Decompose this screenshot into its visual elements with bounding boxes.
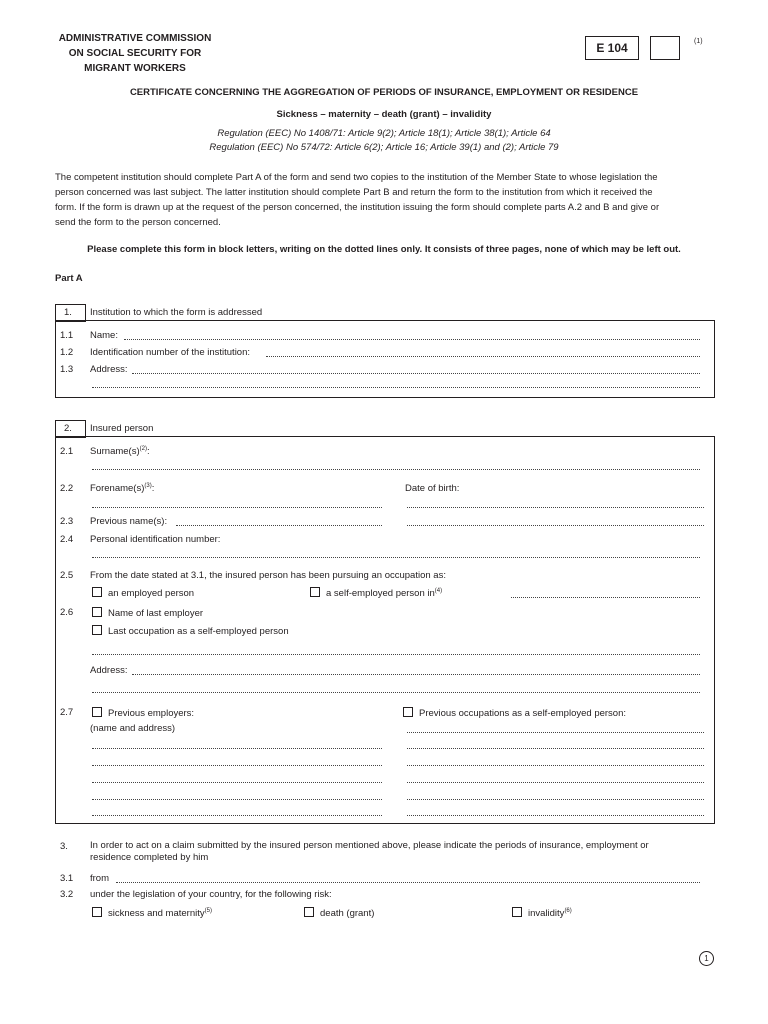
previous-employers-option[interactable]: Previous employers: xyxy=(92,707,194,719)
commission-heading xyxy=(40,31,230,76)
section-1-number: 1. xyxy=(64,307,72,318)
commission-line-1: ADMINISTRATIVE COMMISSION xyxy=(58,33,212,44)
intro-line: send the form to the person concerned. xyxy=(55,217,221,228)
employer-address-field-2[interactable] xyxy=(92,692,700,693)
previous-occupations-checkbox[interactable] xyxy=(403,707,413,717)
surname-label: $Surname(s)^{(2)}$: xyxy=(90,446,150,458)
invalidity-option[interactable]: invalidity$^{(6)}$ xyxy=(512,907,572,919)
institution-name-label: Name: xyxy=(90,330,118,341)
regulation-2: Regulation (EEC) No 574/72: Article 6(2); Article 16; Article 39(1) and (2); Article 79 xyxy=(209,142,559,153)
previous-occupations-field[interactable] xyxy=(407,782,704,783)
form-code: E 104 xyxy=(596,41,628,55)
footnote-1-ref: (1) xyxy=(694,38,703,45)
previous-employers-field[interactable] xyxy=(92,815,382,816)
section-1-title: Institution to which the form is addressed xyxy=(90,307,263,318)
item-number: 2.2 xyxy=(60,483,74,494)
previous-names-field-2[interactable] xyxy=(407,525,704,526)
date-of-birth-label: Date of birth: xyxy=(405,483,460,494)
previous-occupations-field[interactable] xyxy=(407,765,704,766)
section-3-text xyxy=(90,840,710,864)
pin-label: Personal identification number: xyxy=(90,534,221,545)
item-number: 2.5 xyxy=(60,570,74,581)
section-2-title: Insured person xyxy=(90,423,154,434)
previous-occupations-field[interactable] xyxy=(407,815,704,816)
commission-line-2: ON SOCIAL SECURITY FOR xyxy=(68,48,202,59)
institution-address-label: Address: xyxy=(90,364,128,375)
commission-line-3: MIGRANT WORKERS xyxy=(84,63,186,74)
page-number: 1 xyxy=(699,951,714,966)
intro-line: The competent institution should complete Part A of the form and send two copies to the institution of the Member State to whose legislation the xyxy=(55,172,658,183)
institution-name-field[interactable] xyxy=(124,339,700,340)
previous-employers-field[interactable] xyxy=(92,799,382,800)
sickness-option[interactable]: sickness and maternity$^{(5)}$ xyxy=(92,907,212,919)
employer-address-label: Address: xyxy=(90,665,128,676)
item-number: 1.3 xyxy=(60,364,74,375)
sickness-checkbox[interactable] xyxy=(92,907,102,917)
previous-occupations-field[interactable] xyxy=(407,748,704,749)
institution-id-label: Identification number of the institution: xyxy=(90,347,251,358)
institution-address-field[interactable] xyxy=(132,373,700,374)
page-subtitle: Sickness – maternity – death (grant) – invalidity xyxy=(276,109,492,120)
item-number: 2.3 xyxy=(60,516,74,527)
last-employer-checkbox[interactable] xyxy=(92,607,102,617)
regulation-1: Regulation (EEC) No 1408/71: Article 9(2); Article 18(1); Article 38(1); Article 64 xyxy=(217,128,551,139)
previous-employers-subtitle: (name and address) xyxy=(90,723,176,734)
previous-employers-field[interactable] xyxy=(92,782,382,783)
invalidity-checkbox[interactable] xyxy=(512,907,522,917)
section-3-text-line: In order to act on a claim submitted by the insured person mentioned above, please indicate the periods of insurance, employment or xyxy=(90,840,649,851)
section-3-number: 3. xyxy=(60,841,68,852)
previous-employers-checkbox[interactable] xyxy=(92,707,102,717)
self-employed-sector-field[interactable] xyxy=(511,597,700,598)
section-3-text-line: residence completed by him xyxy=(90,852,209,863)
self-employed-option[interactable]: a self-employed person $in^{(4)}$ xyxy=(310,587,442,599)
instruction-text: Please complete this form in block letters, writing on the dotted lines only. It consists of three pages, none of which may be left out. xyxy=(87,244,681,255)
page-title: CERTIFICATE CONCERNING THE AGGREGATION OF PERIODS OF INSURANCE, EMPLOYMENT OR RESIDENCE xyxy=(129,87,639,98)
surname-field[interactable] xyxy=(92,469,700,470)
item-number: 1.2 xyxy=(60,347,74,358)
last-occupation-option[interactable]: Last occupation as a self-employed person xyxy=(92,625,289,637)
employer-address-field[interactable] xyxy=(132,674,700,675)
risk-label: under the legislation of your country, for the following risk: xyxy=(90,889,332,900)
employed-checkbox[interactable] xyxy=(92,587,102,597)
previous-employers-field[interactable] xyxy=(92,748,382,749)
form-code-box xyxy=(585,36,639,60)
forename-field[interactable] xyxy=(92,507,382,508)
previous-occupations-option[interactable]: Previous occupations as a self-employed person: xyxy=(403,707,626,719)
intro-line: person concerned was last subject. The latter institution should complete Part B and return the form to the institution from which it received the xyxy=(55,187,653,198)
self-employed-checkbox[interactable] xyxy=(310,587,320,597)
pin-field[interactable] xyxy=(92,557,700,558)
item-number: 3.1 xyxy=(60,873,74,884)
item-number: 2.1 xyxy=(60,446,74,457)
occupation-label: From the date stated at 3.1, the insured person has been pursuing an occupation as: xyxy=(90,570,446,581)
item-number: 2.4 xyxy=(60,534,74,545)
death-grant-option[interactable]: death (grant) xyxy=(304,907,374,919)
previous-names-label: Previous name(s): xyxy=(90,516,168,527)
last-occupation-checkbox[interactable] xyxy=(92,625,102,635)
intro-paragraph xyxy=(55,170,720,230)
date-of-birth-field[interactable] xyxy=(407,507,704,508)
intro-line: form. If the form is drawn up at the request of the person concerned, the institution issuing the form should complete parts A.2 and B and give or xyxy=(55,202,660,213)
section-2-number: 2. xyxy=(64,423,72,434)
last-employer-field[interactable] xyxy=(92,654,700,655)
item-number: 2.7 xyxy=(60,707,74,718)
previous-occupations-field[interactable] xyxy=(407,732,704,733)
death-grant-checkbox[interactable] xyxy=(304,907,314,917)
employed-option[interactable]: an employed person xyxy=(92,587,194,599)
part-a-label: Part A xyxy=(55,273,83,284)
previous-employers-field[interactable] xyxy=(92,765,382,766)
item-number: 1.1 xyxy=(60,330,74,341)
forename-label: $Forename(s)^{(3)}$: xyxy=(90,483,155,495)
from-label: from xyxy=(90,873,109,884)
previous-names-field[interactable] xyxy=(176,525,382,526)
item-number: 2.6 xyxy=(60,607,74,618)
institution-address-field-2[interactable] xyxy=(92,387,700,388)
institution-id-field[interactable] xyxy=(266,356,700,357)
from-field[interactable] xyxy=(116,882,700,883)
country-code-box[interactable] xyxy=(650,36,680,60)
previous-occupations-field[interactable] xyxy=(407,799,704,800)
item-number: 3.2 xyxy=(60,889,74,900)
last-employer-option[interactable]: Name of last employer xyxy=(92,607,203,619)
